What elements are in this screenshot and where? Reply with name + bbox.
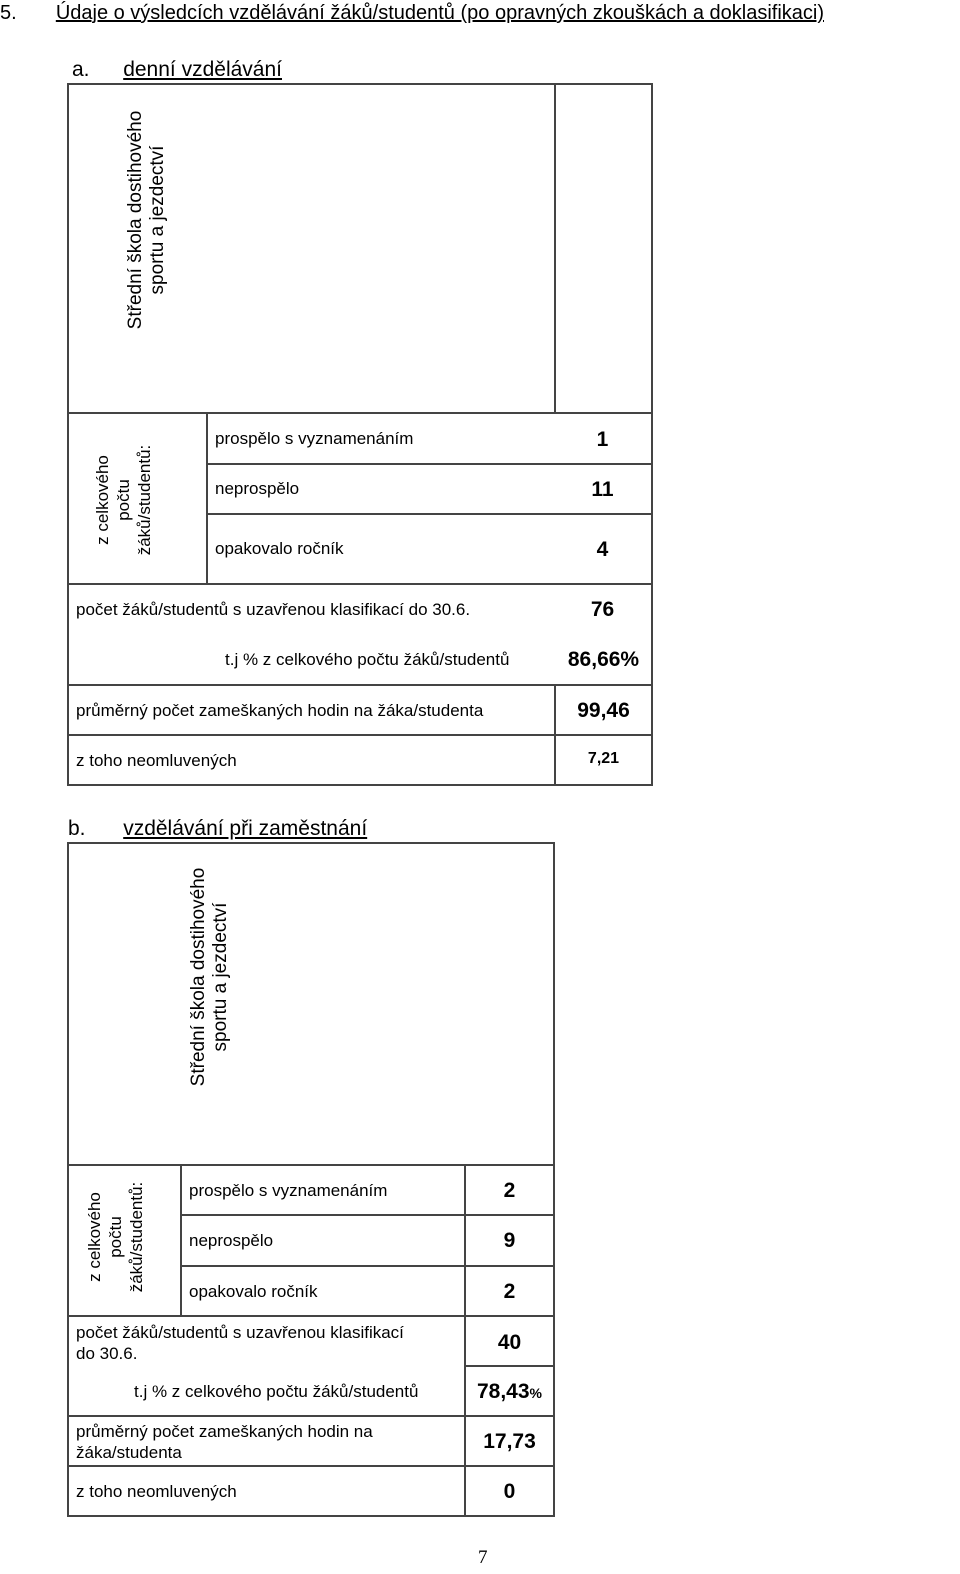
pct-value-b: 78,43% (476, 1380, 542, 1403)
avg-value-a: 99,46 (577, 699, 630, 722)
subsection-b-letter: b. (68, 817, 86, 840)
row-label-repeated-a: opakovalo ročník (215, 539, 344, 558)
section-heading (0, 2, 824, 25)
unexcused-label-b: z toho neomluvených (76, 1482, 237, 1501)
unexcused-label-a: z toho neomluvených (76, 751, 237, 770)
avg-label-a: průměrný počet zameškaných hodin na žáka/studenta (76, 701, 484, 720)
section-title: Údaje o výsledcích vzdělávání žáků/studentů (po opravných zkouškách a doklasifikaci) (55, 2, 824, 24)
row-value-failed-a: 11 (591, 478, 614, 501)
row-label-repeated-b: opakovalo ročník (189, 1282, 318, 1301)
pct-value-a: 86,66% (567, 648, 640, 671)
subsection-a-letter: a. (72, 58, 90, 81)
row-label-honors-b: prospělo s vyznamenáním (189, 1181, 388, 1200)
avg-value-b: 17,73 (483, 1430, 536, 1453)
unexcused-value-b: 0 (503, 1480, 516, 1503)
avg-label-b: průměrný počet zameškaných hodin na žáka/studenta (76, 1422, 373, 1462)
pct-label-a: t.j % z celkového počtu žáků/studentů (225, 650, 510, 669)
row-value-honors-b: 2 (503, 1179, 516, 1202)
pct-label-b: t.j % z celkového počtu žáků/studentů (134, 1382, 419, 1401)
row-value-failed-b: 9 (503, 1229, 516, 1252)
row-value-repeated-b: 2 (503, 1280, 516, 1303)
section-number: 5. (0, 2, 17, 24)
subsection-a-title: denní vzdělávání (123, 58, 282, 81)
group-label-a: z celkového počtu žáků/studentů: (93, 444, 154, 556)
subsection-b-title: vzdělávání při zaměstnání (123, 817, 368, 840)
closed-value-b: 40 (497, 1331, 522, 1354)
school-name-a: Střední škola dostihového sportu a jezdectví (125, 110, 168, 330)
subsection-a-heading (72, 58, 282, 82)
row-value-repeated-a: 4 (596, 538, 609, 561)
closed-label-a: počet žáků/studentů s uzavřenou klasifikací do 30.6. (76, 600, 471, 619)
subsection-b-heading (68, 817, 367, 841)
school-name-b: Střední škola dostihového sportu a jezdectví (188, 867, 231, 1087)
row-label-failed-a: neprospělo (215, 479, 300, 498)
group-label-b: z celkového počtu žáků/studentů: (85, 1181, 146, 1293)
page-number: 7 (478, 1547, 488, 1568)
row-label-honors-a: prospělo s vyznamenáním (215, 429, 414, 448)
unexcused-value-a: 7,21 (587, 750, 620, 767)
closed-label-b: počet žáků/studentů s uzavřenou klasifikací do 30.6. (76, 1323, 404, 1363)
row-label-failed-b: neprospělo (189, 1231, 274, 1250)
row-value-honors-a: 1 (596, 428, 609, 451)
closed-value-a: 76 (590, 598, 615, 621)
